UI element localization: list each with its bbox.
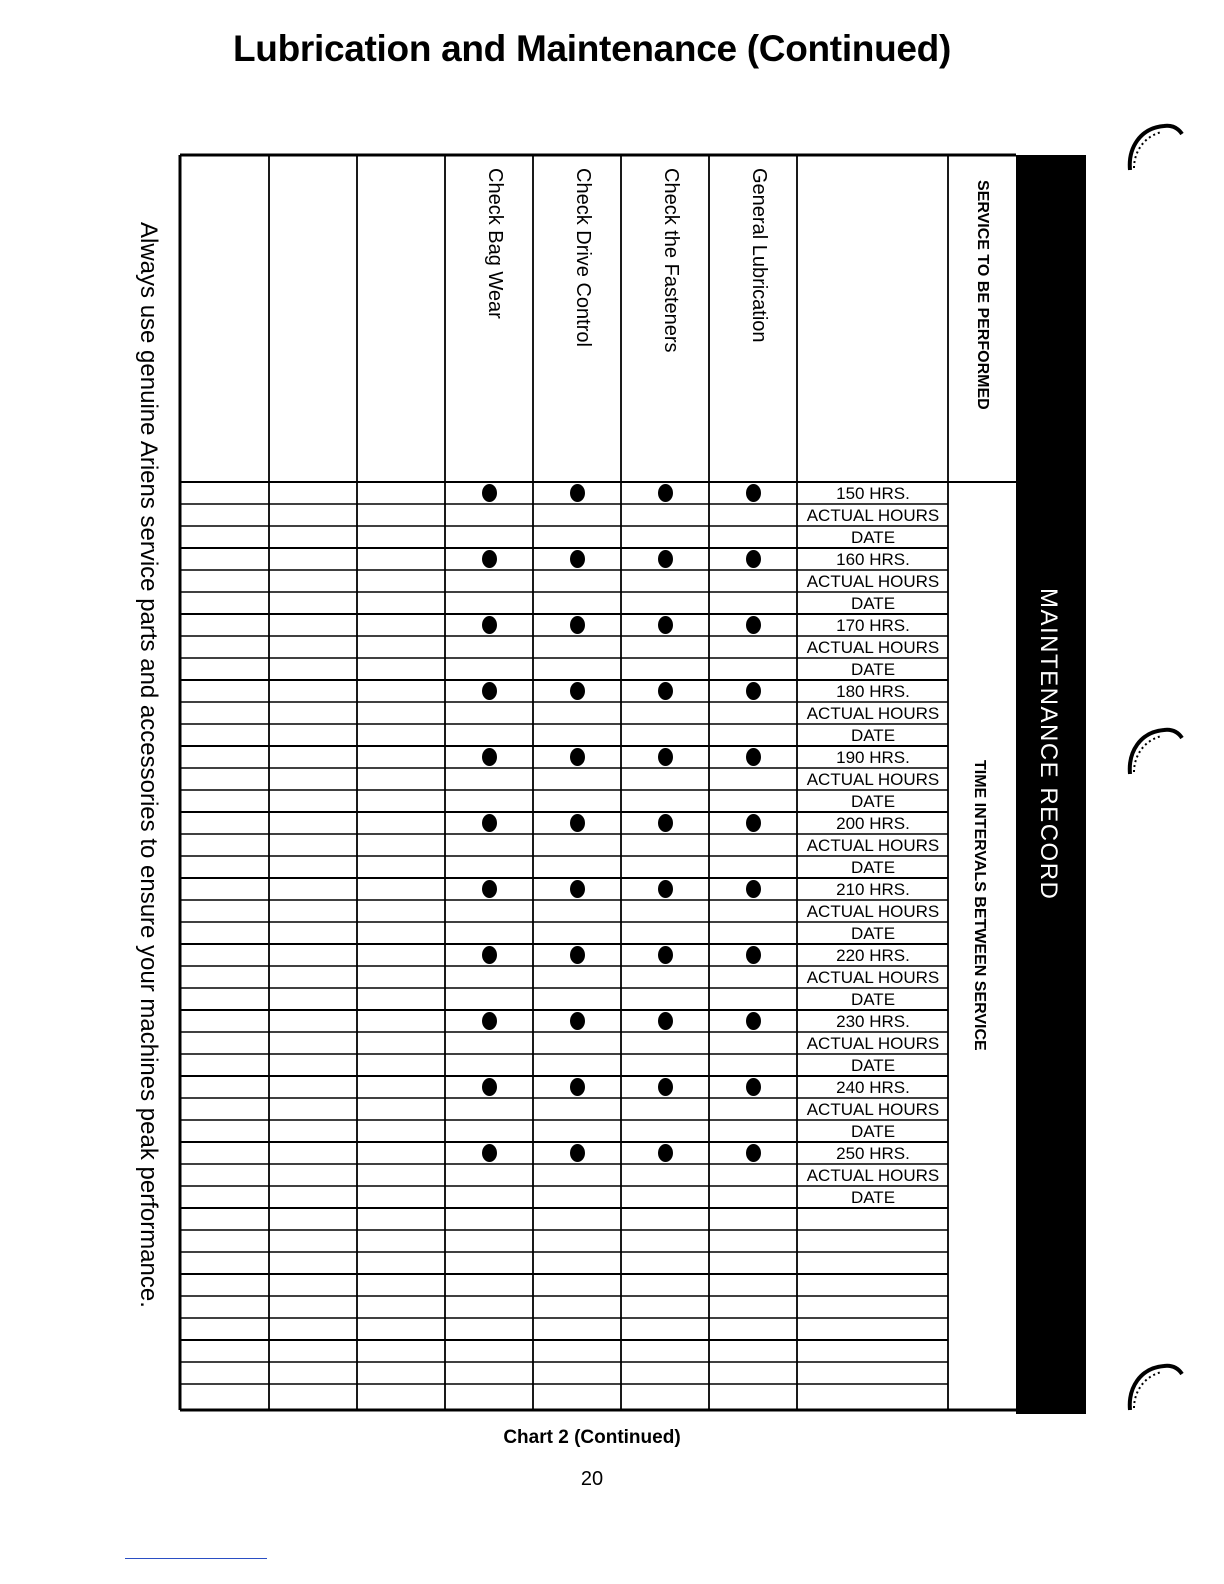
interval-hours-label: 200 HRS. — [836, 814, 910, 833]
binder-ring-icon — [1126, 118, 1184, 178]
service-required-dot — [482, 1078, 497, 1096]
page-number: 20 — [580, 1468, 604, 1490]
service-required-dot — [746, 880, 761, 898]
service-required-dot — [658, 880, 673, 898]
actual-hours-label: ACTUAL HOURS — [806, 1034, 940, 1053]
service-required-dot — [482, 682, 497, 700]
interval-hours-label: 220 HRS. — [836, 946, 910, 965]
interval-hours-label: 230 HRS. — [836, 1012, 910, 1031]
date-label: DATE — [850, 528, 896, 547]
service-required-dot — [482, 1012, 497, 1030]
interval-hours-label: 190 HRS. — [836, 748, 910, 767]
interval-hours-label: 210 HRS. — [836, 880, 910, 899]
actual-hours-label: ACTUAL HOURS — [806, 770, 940, 789]
service-required-dot — [570, 682, 585, 700]
service-required-dot — [658, 550, 673, 568]
date-label: DATE — [850, 1188, 896, 1207]
service-required-dot — [746, 682, 761, 700]
interval-hours-label: 250 HRS. — [836, 1144, 910, 1163]
date-label: DATE — [850, 924, 896, 943]
service-header: General Lubrication — [748, 168, 770, 343]
service-required-dot — [570, 1078, 585, 1096]
actual-hours-label: ACTUAL HOURS — [806, 968, 940, 987]
service-required-dot — [658, 1144, 673, 1162]
date-label: DATE — [850, 792, 896, 811]
service-required-dot — [570, 1144, 585, 1162]
interval-hours-label: 180 HRS. — [836, 682, 910, 701]
service-required-dot — [482, 946, 497, 964]
service-required-dot — [570, 946, 585, 964]
header-time-intervals: TIME INTERVALS BETWEEN SERVICE — [971, 760, 988, 1051]
service-required-dot — [746, 1078, 761, 1096]
actual-hours-label: ACTUAL HOURS — [806, 572, 940, 591]
date-label: DATE — [850, 1056, 896, 1075]
date-label: DATE — [850, 1122, 896, 1141]
service-required-dot — [746, 484, 761, 502]
service-header: Check Drive Control — [572, 168, 594, 347]
service-required-dot — [482, 748, 497, 766]
date-label: DATE — [850, 726, 896, 745]
date-label: DATE — [850, 858, 896, 877]
service-required-dot — [746, 814, 761, 832]
service-required-dot — [746, 1012, 761, 1030]
service-required-dot — [746, 1144, 761, 1162]
interval-hours-label: 160 HRS. — [836, 550, 910, 569]
service-required-dot — [482, 616, 497, 634]
service-required-dot — [570, 814, 585, 832]
footer-rule — [125, 1558, 267, 1559]
interval-hours-label: 240 HRS. — [836, 1078, 910, 1097]
header-service-to-be-performed: SERVICE TO BE PERFORMED — [974, 180, 991, 410]
chart-caption: Chart 2 (Continued) — [503, 1427, 681, 1448]
service-required-dot — [658, 616, 673, 634]
service-required-dot — [570, 484, 585, 502]
side-note: Always use genuine Ariens service parts and accessories to ensure your machines peak performance. — [135, 222, 162, 1308]
actual-hours-label: ACTUAL HOURS — [806, 704, 940, 723]
service-required-dot — [482, 550, 497, 568]
service-header: Check Bag Wear — [484, 168, 506, 319]
service-required-dot — [570, 880, 585, 898]
service-required-dot — [746, 616, 761, 634]
service-required-dot — [746, 748, 761, 766]
binder-ring-icon — [1126, 722, 1184, 782]
service-required-dot — [658, 1078, 673, 1096]
band-title: MAINTENANCE RECORD — [1035, 588, 1062, 901]
service-header: Check the Fasteners — [660, 168, 682, 353]
service-required-dot — [570, 748, 585, 766]
service-required-dot — [746, 946, 761, 964]
interval-hours-label: 150 HRS. — [836, 484, 910, 503]
service-required-dot — [570, 1012, 585, 1030]
service-required-dot — [570, 550, 585, 568]
actual-hours-label: ACTUAL HOURS — [806, 902, 940, 921]
page-title: Lubrication and Maintenance (Continued) — [232, 28, 952, 69]
date-label: DATE — [850, 990, 896, 1009]
actual-hours-label: ACTUAL HOURS — [806, 836, 940, 855]
service-required-dot — [482, 1144, 497, 1162]
service-required-dot — [570, 616, 585, 634]
actual-hours-label: ACTUAL HOURS — [806, 506, 940, 525]
actual-hours-label: ACTUAL HOURS — [806, 1100, 940, 1119]
binder-ring-icon — [1126, 1358, 1184, 1418]
actual-hours-label: ACTUAL HOURS — [806, 638, 940, 657]
service-required-dot — [658, 484, 673, 502]
service-required-dot — [658, 946, 673, 964]
actual-hours-label: ACTUAL HOURS — [806, 1166, 940, 1185]
service-required-dot — [482, 484, 497, 502]
date-label: DATE — [850, 594, 896, 613]
service-required-dot — [482, 814, 497, 832]
service-required-dot — [658, 1012, 673, 1030]
service-required-dot — [658, 682, 673, 700]
service-required-dot — [482, 880, 497, 898]
date-label: DATE — [850, 660, 896, 679]
interval-hours-label: 170 HRS. — [836, 616, 910, 635]
service-required-dot — [658, 814, 673, 832]
service-required-dot — [658, 748, 673, 766]
service-required-dot — [746, 550, 761, 568]
